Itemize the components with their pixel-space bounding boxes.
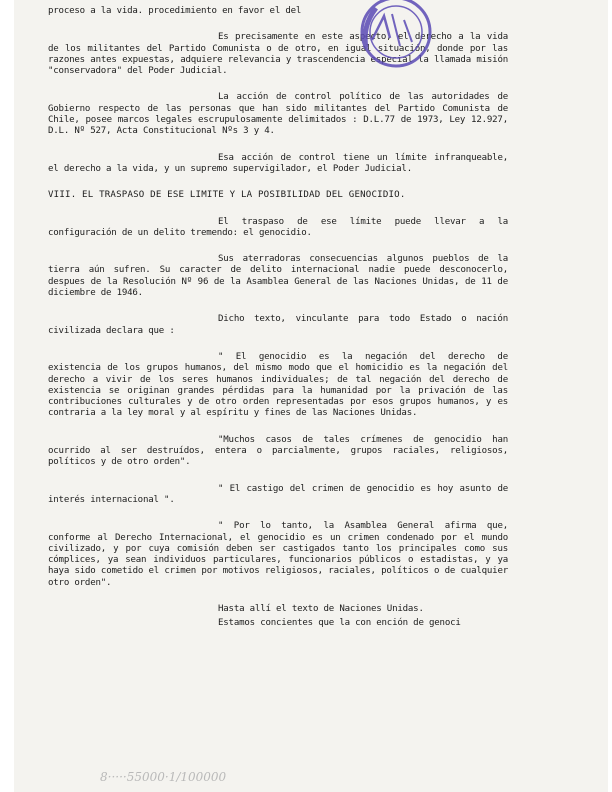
quote-paragraph-3: " El castigo del crimen de genocidio es hoy asunto de interés internacional ".: [48, 483, 508, 505]
paragraph-2: La acción de control político de las autoridades de Gobierno respecto de las personas que han sido militantes del Partido Comunista de Chile, posee marcos legales escrupulosamente delimitados : D.L.77 de 1973, Ley 12.927, D.L. Nº 527, Acta Constitucional Nºs 3 y 4.: [48, 92, 508, 137]
paragraph-13: Estamos concientes que la con ención de genoci: [218, 618, 461, 629]
quote-paragraph-2: "Muchos casos de tales crímenes de genocidio han ocurrido al ser destruídos, entera o parcialmente, grupos raciales, religiosos, políticos y de otro orden".: [48, 434, 508, 468]
paragraph-1: Es precisamente en este aspecto, el derecho a la vida de los militantes del Partido Comunista o de otro, en igual situación, donde por las razones antes expuestas, adquiere relevancia y trascendencia especial la llamada misión "conservadora" del Poder Judicial.: [48, 32, 508, 77]
paragraph-3: Esa acción de control tiene un límite infranqueable, el derecho a la vida, y un supremo supervigilador, el Poder Judicial.: [48, 152, 508, 174]
paragraph-6: Sus aterradoras consecuencias algunos pueblos de la tierra aún sufren. Su caracter de delito internacional nadie puede desconocerlo, despues de la Resolución Nº 96 de la Asamblea General de las Naciones Unidas, de 11 de diciembre de 1946.: [48, 254, 508, 299]
quote-paragraph-1: " El genocidio es la negación del derecho de existencia de los grupos humanos, del mismo modo que el homicidio es la negación del derecho a vivir de los seres humanos individuales; de tal negación del derecho de existencia se originan grandes pérdidas para la humanidad por la privación de las contribuciones culturales y de otro orden representadas por esos grupos humanos, y es contraria a la ley moral y al espíritu y fines de las Naciones Unidas.: [48, 351, 508, 419]
paragraph-0: proceso a la vida. procedimiento en favor el del: [48, 6, 302, 16]
ink-stamp: [352, 0, 432, 76]
paragraph-12: Hasta allí el texto de Naciones Unidas.: [218, 603, 424, 614]
scanned-page: [14, 0, 608, 792]
paragraph-7: Dicho texto, vinculante para todo Estado o nación civilizada declara que :: [48, 314, 508, 336]
quote-paragraph-4: " Por lo tanto, la Asamblea General afirma que, conforme al Derecho Internacional, el genocidio es un crimen condenado por el mundo civilizado, y por cuya comisión deben ser castigados tanto los principales como sus cómplices, ya sean individuos particulares, funcionarios públicos o estadistas, y ya haya sido cometido el crimen por motivos religiosos, raciales, políticos o de cualquier otro orden".: [48, 521, 508, 588]
section-heading-viii: VIII. EL TRASPASO DE ESE LIMITE Y LA POSIBILIDAD DEL GENOCIDIO.: [48, 190, 406, 201]
document-body: [48, 6, 508, 645]
paragraph-5: El traspaso de ese límite puede llevar a la configuración de un delito tremendo: el genocidio.: [48, 216, 508, 238]
handwritten-reference: 8·····55000·1/100000: [100, 770, 227, 784]
